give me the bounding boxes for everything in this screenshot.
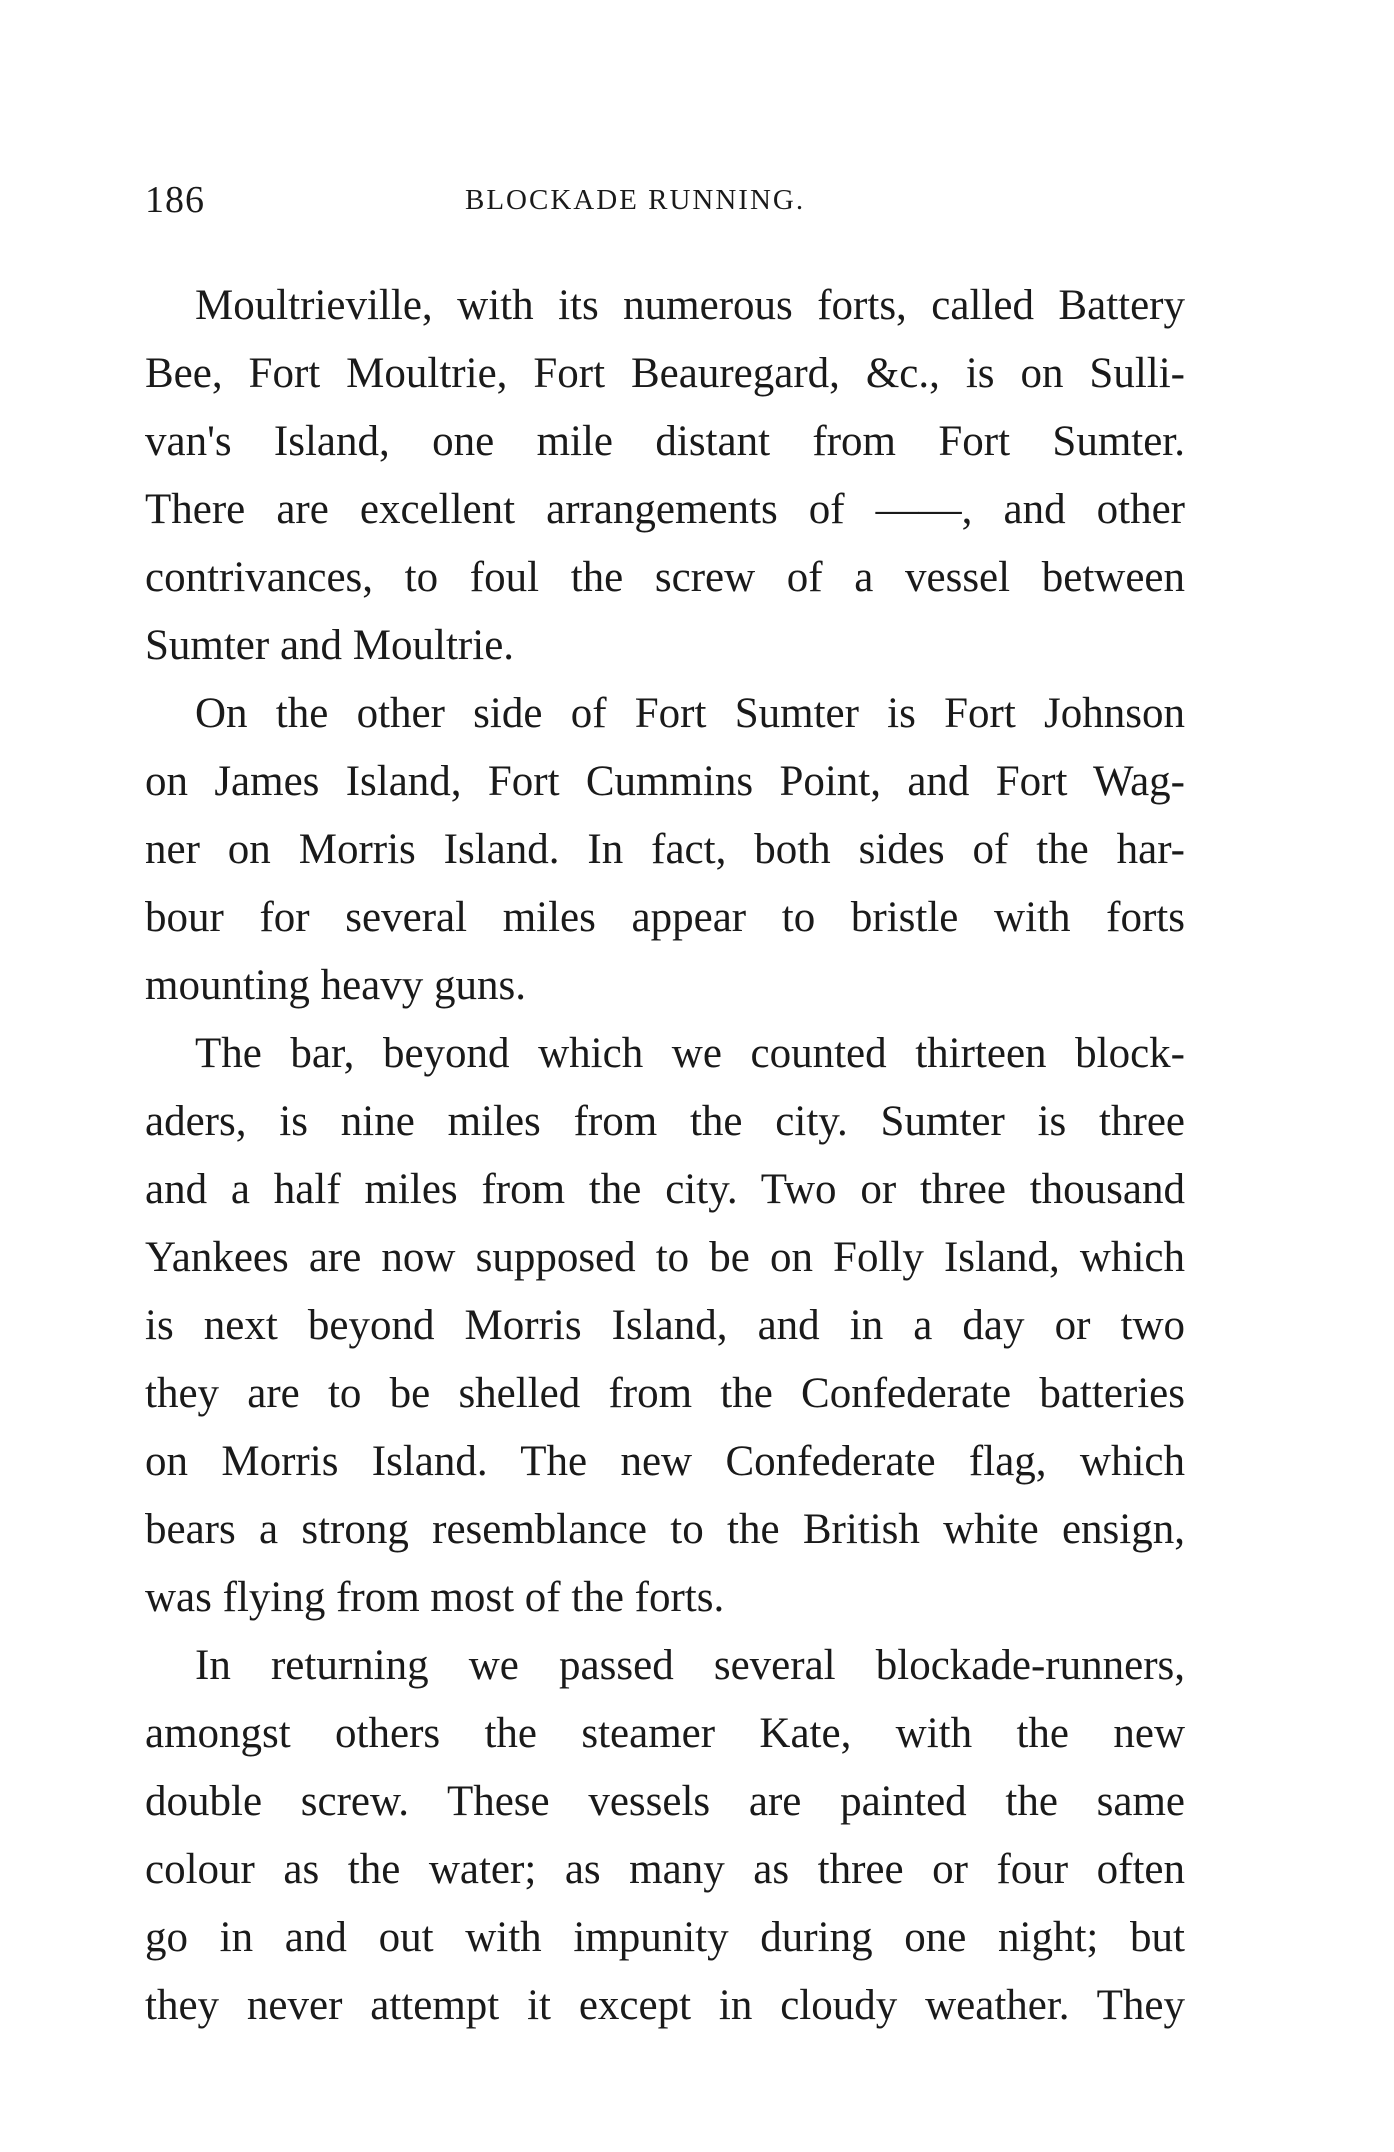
text-line: amongst others the steamer Kate, with the new — [145, 1710, 1185, 1757]
text-line: on James Island, Fort Cummins Point, and Fort Wag- — [145, 758, 1185, 805]
text-line: contrivances, to foul the screw of a vessel between — [145, 554, 1185, 601]
text-line: There are excellent arrangements of ——, and other — [145, 486, 1185, 533]
paragraph — [145, 1020, 1185, 1632]
text-line: Bee, Fort Moultrie, Fort Beauregard, &c., is on Sulli- — [145, 350, 1185, 397]
text-line: colour as the water; as many as three or four often — [145, 1846, 1185, 1893]
text-line: on Morris Island. The new Confederate flag, which — [145, 1438, 1185, 1485]
text-line: they never attempt it except in cloudy weather. They — [145, 1982, 1185, 2029]
text-line: Moultrieville, with its numerous forts, called Battery — [195, 282, 1185, 329]
paragraph — [145, 272, 1185, 680]
text-line: is next beyond Morris Island, and in a day or two — [145, 1302, 1185, 1349]
text-line: aders, is nine miles from the city. Sumter is three — [145, 1098, 1185, 1145]
text-line: double screw. These vessels are painted the same — [145, 1778, 1185, 1825]
text-line: Sumter and Moultrie. — [145, 622, 515, 669]
text-line: van's Island, one mile distant from Fort Sumter. — [145, 418, 1185, 465]
text-line: bour for several miles appear to bristle with forts — [145, 894, 1185, 941]
text-line: was flying from most of the forts. — [145, 1574, 725, 1621]
text-line: The bar, beyond which we counted thirteen block- — [195, 1030, 1185, 1077]
text-line: and a half miles from the city. Two or three thousand — [145, 1166, 1185, 1213]
paragraph — [145, 1632, 1185, 2040]
running-title: BLOCKADE RUNNING. — [465, 184, 806, 216]
page-number: 186 — [145, 179, 205, 221]
running-head — [145, 178, 1185, 238]
text-line: go in and out with impunity during one night; but — [145, 1914, 1185, 1961]
text-line: Yankees are now supposed to be on Folly Island, which — [145, 1234, 1185, 1281]
text-line: mounting heavy guns. — [145, 962, 526, 1009]
text-line: bears a strong resemblance to the British white ensign, — [145, 1506, 1185, 1553]
body-text — [145, 272, 1185, 2040]
text-line: On the other side of Fort Sumter is Fort Johnson — [195, 690, 1185, 737]
paragraph — [145, 680, 1185, 1020]
text-line: ner on Morris Island. In fact, both sides of the har- — [145, 826, 1185, 873]
text-line: they are to be shelled from the Confederate batteries — [145, 1370, 1185, 1417]
text-line: In returning we passed several blockade-runners, — [195, 1642, 1185, 1689]
